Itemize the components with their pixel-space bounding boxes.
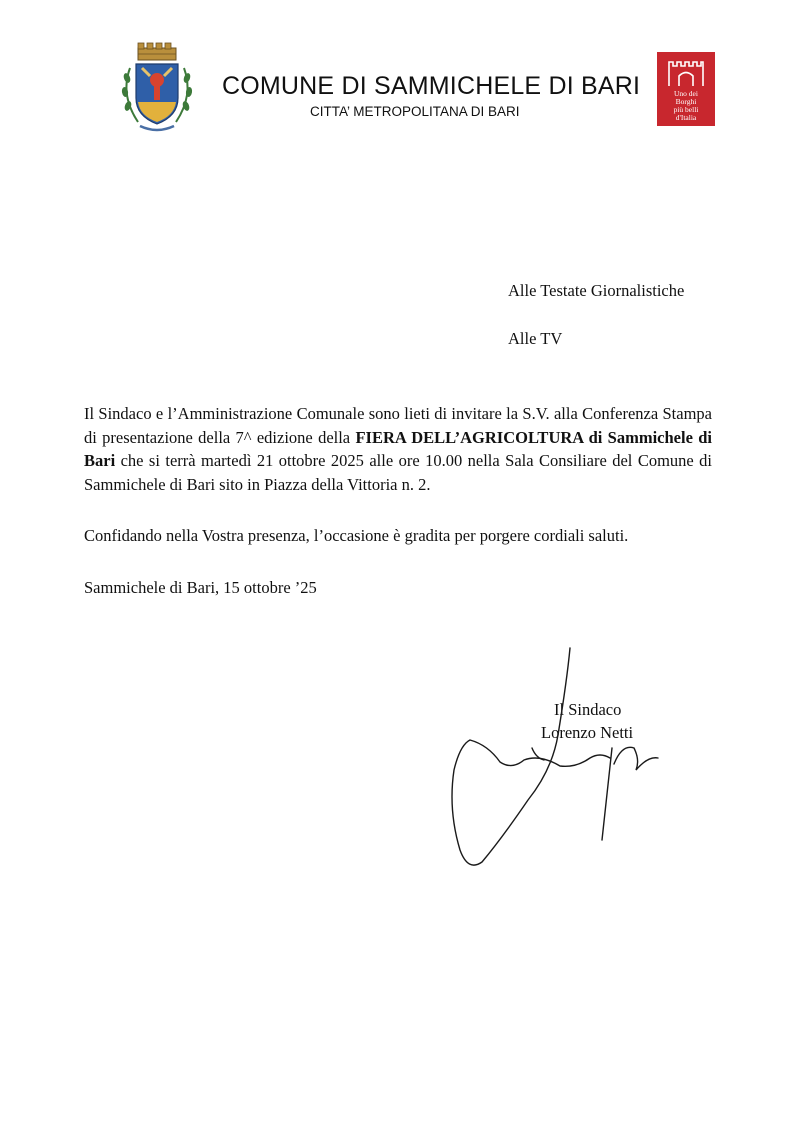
coat-of-arms-logo: [116, 40, 198, 136]
borghi-piu-belli-badge: [657, 52, 715, 126]
place-and-date: Sammichele di Bari, 15 ottobre ’25: [84, 578, 317, 597]
municipality-title: COMUNE DI SAMMICHELE DI BARI: [222, 72, 641, 100]
event-name: FIERA DELL’AGRICOLTURA di Sammichele di Bari: [84, 427, 712, 470]
badge-line: Uno dei: [674, 89, 698, 98]
shield-icon: [136, 64, 178, 124]
ribbon-icon: [140, 126, 174, 130]
signer-role: Il Sindaco: [554, 700, 622, 719]
invitation-paragraph: [84, 402, 712, 496]
badge-line: d'Italia: [675, 113, 697, 122]
badge-line: più belli: [673, 105, 699, 114]
municipality-subtitle: CITTA’ METROPOLITANA DI BARI: [310, 104, 520, 119]
badge-line: Borghi: [675, 97, 697, 106]
recipient-line: Alle Testate Giornalistiche: [508, 281, 685, 300]
handwritten-signature: [440, 640, 680, 875]
invitation-intro: Il Sindaco e l’Amministrazione Comunale sono lieti di invitare la S.V. alla Conferenza Stampa di presentazione della 7^ edizione della: [84, 404, 712, 447]
closing-sentence: Confidando nella Vostra presenza, l’occasione è gradita per porgere cordiali saluti.: [84, 526, 629, 545]
recipient-line: Alle TV: [508, 329, 563, 348]
crown-icon: [138, 43, 176, 60]
event-details: che si terrà martedì 21 ottobre 2025 alle ore 10.00 nella Sala Consiliare del Comune di Sammichele di Bari sito in Piazza della Vittoria n. 2.: [84, 451, 712, 494]
signer-name: Lorenzo Netti: [541, 723, 634, 742]
